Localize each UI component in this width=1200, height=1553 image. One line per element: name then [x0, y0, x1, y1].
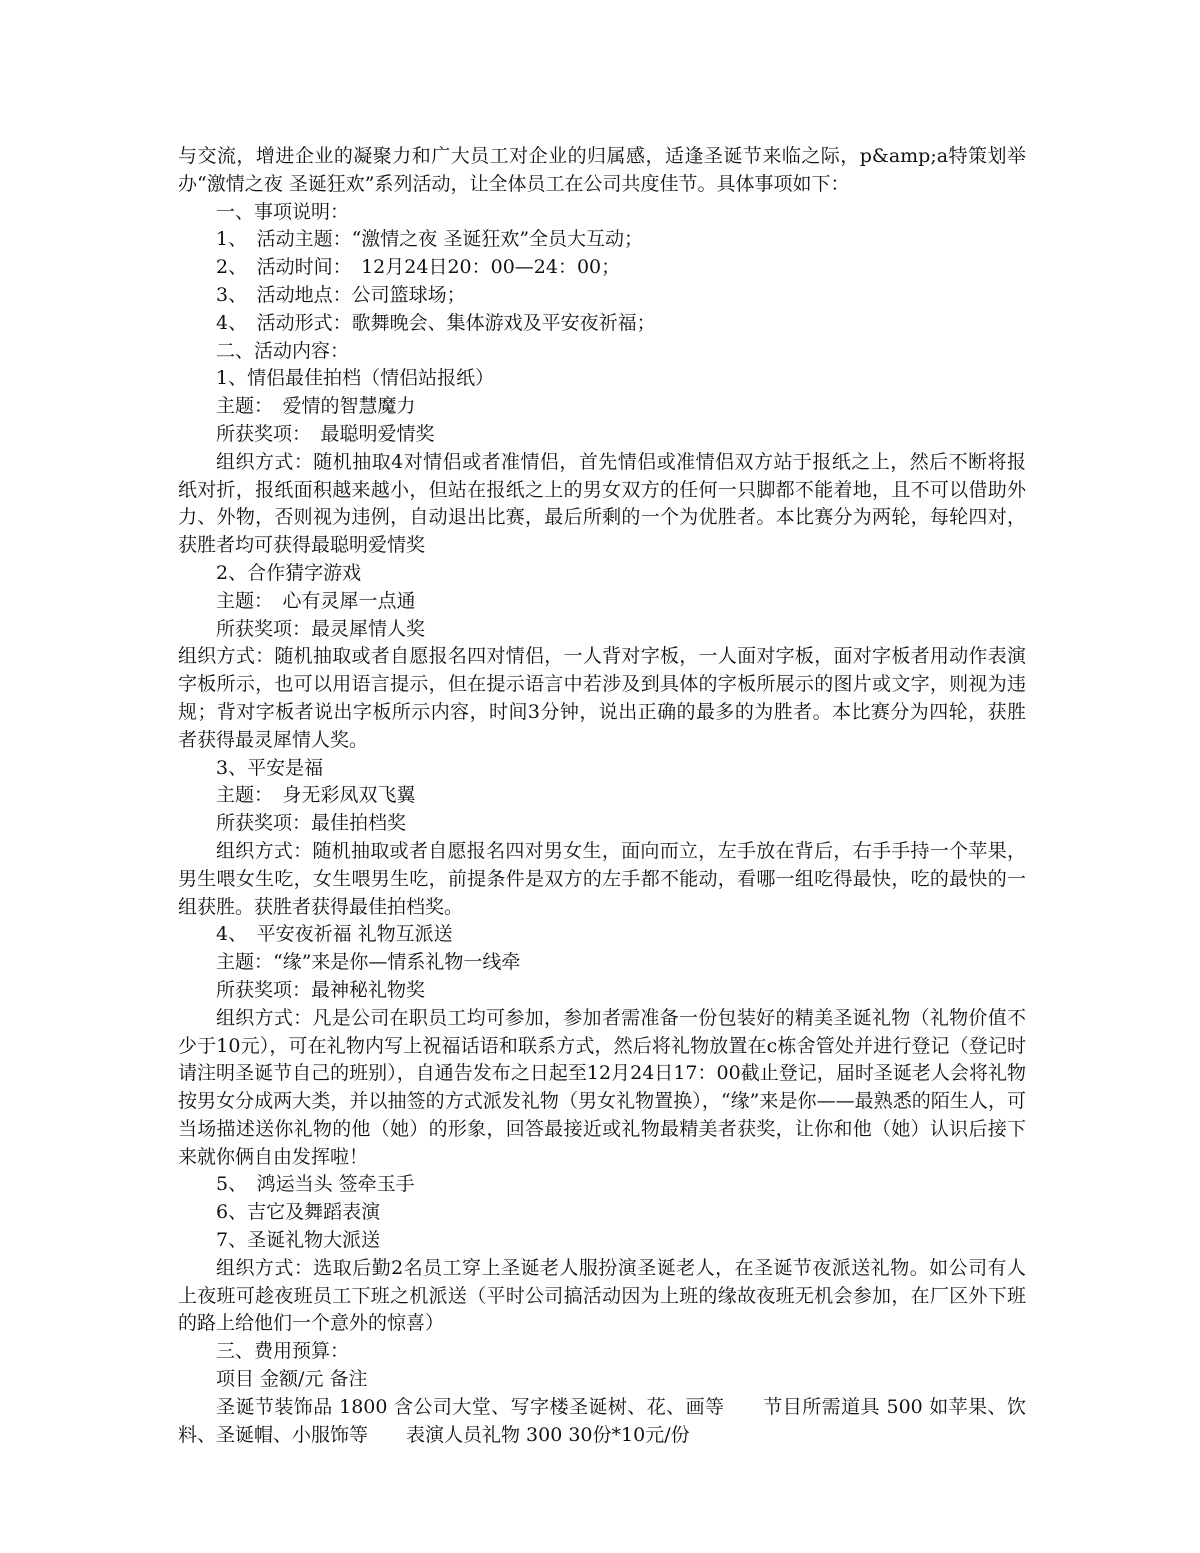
paragraph: 组织方式：随机抽取或者自愿报名四对情侣，一人背对字板，一人面对字板，面对字板者用动作表演字板所示，也可以用语言提示，但在提示语言中若涉及到具体的字板所展示的图片或文字，则视为违规；背对字板者说出字板所示内容，时间3分钟，说出正确的最多的为胜者。本比赛分为四轮，获胜者获得最灵犀情人奖。: [178, 645, 1026, 751]
paragraph: 1、 活动主题：“激情之夜 圣诞狂欢”全员大互动；: [216, 228, 644, 251]
paragraph: 所获奖项：最神秘礼物奖: [216, 978, 426, 1001]
paragraph: 组织方式：选取后勤2名员工穿上圣诞老人服扮演圣诞老人，在圣诞节夜派送礼物。如公司有人上夜班可趁夜班员工下班之机派送（平时公司搞活动因为上班的缘故夜班无机会参加，在厂区外下班的路上给他们一个意外的惊喜）: [178, 1256, 1026, 1335]
paragraph: 4、 平安夜祈福 礼物互派送: [216, 923, 453, 946]
paragraph: 二、活动内容：: [216, 339, 350, 362]
paragraph: 圣诞节装饰品 1800 含公司大堂、写字楼圣诞树、花、画等 节目所需道具 500 如苹果、饮料、圣诞帽、小服饰等 表演人员礼物 300 30份*10元/份: [178, 1395, 1026, 1446]
paragraph: 组织方式：随机抽取或者自愿报名四对男女生，面向而立，左手放在背后，右手手持一个苹果，男生喂女生吃，女生喂男生吃，前提条件是双方的左手都不能动，看哪一组吃得最快，吃的最快的一组获胜。获胜者获得最佳拍档奖。: [178, 839, 1026, 918]
paragraph: 组织方式：随机抽取4对情侣或者准情侣，首先情侣或准情侣双方站于报纸之上，然后不断将报纸对折，报纸面积越来越小，但站在报纸之上的男女双方的任何一只脚都不能着地，且不可以借助外力、外物，否则视为违例，自动退出比赛，最后所剩的一个为优胜者。本比赛分为两轮，每轮四对，获胜者均可获得最聪明爱情奖: [178, 450, 1026, 557]
paragraph: 主题： 心有灵犀一点通: [216, 589, 416, 612]
paragraph: 5、 鸿运当头 签牵玉手: [216, 1173, 415, 1196]
paragraph: 项目 金额/元 备注: [216, 1368, 368, 1391]
paragraph: 与交流，增进企业的凝聚力和广大员工对企业的归属感，适逢圣诞节来临之际，p&amp;a特策划举办“激情之夜 圣诞狂欢”系列活动，让全体员工在公司共度佳节。具体事项如下：: [178, 145, 1026, 195]
paragraph: 所获奖项： 最聪明爱情奖: [216, 422, 435, 445]
paragraph: 6、吉它及舞蹈表演: [216, 1201, 381, 1224]
paragraph: 4、 活动形式：歌舞晚会、集体游戏及平安夜祈福；: [216, 311, 656, 334]
paragraph: 三、费用预算：: [216, 1340, 350, 1363]
paragraph: 2、合作猜字游戏: [216, 561, 362, 584]
paragraph: 主题： 爱情的智慧魔力: [216, 395, 416, 418]
paragraph: 组织方式：凡是公司在职员工均可参加，参加者需准备一份包装好的精美圣诞礼物（礼物价值不少于10元），可在礼物内写上祝福话语和联系方式，然后将礼物放置在c栋舍管处并进行登记（登记时请注明圣诞节自己的班别），自通告发布之日起至12月24日17：00截止登记，届时圣诞老人会将礼物按男女分成两大类，并以抽签的方式派发礼物（男女礼物置换），“缘”来是你——最熟悉的陌生人，可当场描述送你礼物的他（她）的形象，回答最接近或礼物最精美者获奖，让你和他（她）认识后接下来就你俩自由发挥啦！: [178, 1006, 1026, 1168]
paragraph: 所获奖项：最灵犀情人奖: [216, 617, 426, 640]
paragraph: 主题：“缘”来是你—情系礼物一线牵: [216, 951, 521, 974]
paragraph: 1、情侣最佳拍档（情侣站报纸）: [216, 367, 495, 390]
paragraph: 3、平安是福: [216, 756, 324, 779]
paragraph: 所获奖项：最佳拍档奖: [216, 812, 407, 835]
paragraph: 2、 活动时间： 12月24日20：00—24：00；: [216, 256, 621, 279]
document-body: [178, 143, 1026, 1449]
paragraph: 主题： 身无彩凤双飞翼: [216, 784, 416, 807]
paragraph: 一、事项说明：: [216, 200, 350, 223]
paragraph: 7、圣诞礼物大派送: [216, 1229, 381, 1252]
paragraph: 3、 活动地点：公司篮球场；: [216, 283, 466, 306]
